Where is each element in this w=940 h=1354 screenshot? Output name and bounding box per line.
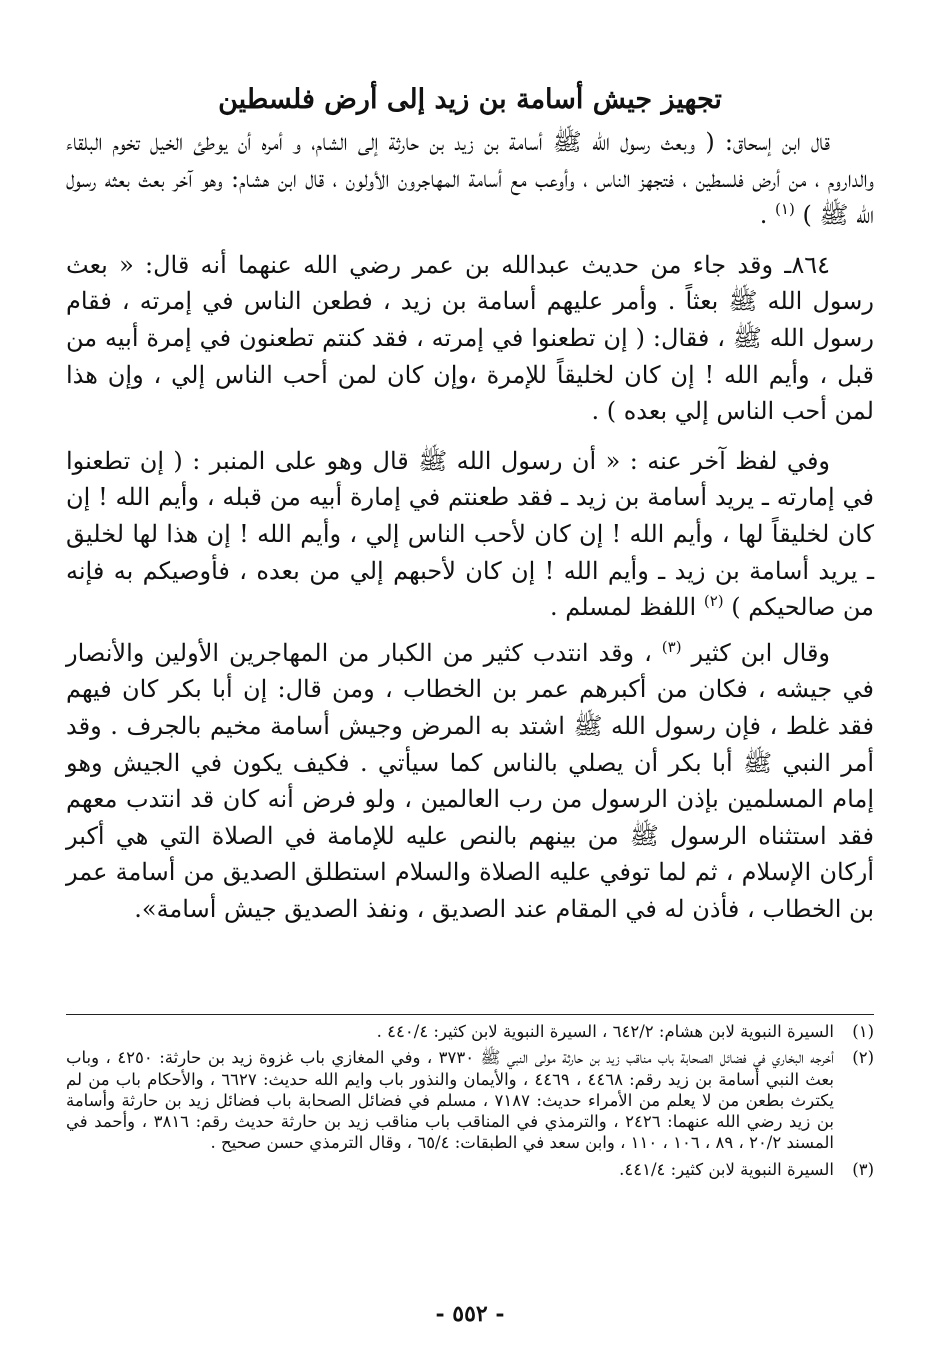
paragraph-3 [66, 443, 874, 626]
paragraph-4-text: ، وقد انتدب كثير من الكبار من المهاجرين الأولين والأنصار في جيشه ، فكان من أكبرهم عمر بن الخطاب ، ومن قال: إن أبا بكر كان فيهم فقد غلط ، فإن رسول الله ﷺ اشتد به المرض وجيش أسامة مخيم بالجرف . وقد أمر النبي ﷺ أبا بكر أن يصلي بالناس كما سيأتي . فكيف يكون في الجيش وهو إمام المسلمين بإذن الرسول من رب العالمين ، ولو فرض أنه كان قد انتدب معهم فقد استثناه الرسول ﷺ من بينهم بالنص عليه للإمامة في الصلاة التي هي أكبر أركان الإسلام ، ثم لما توفي عليه الصلاة والسلام استطلق الصديق من أسامة عمر بن الخطاب ، فأذن له في المقام عند الصديق ، ونفذ الصديق جيش أسامة». [66, 638, 874, 923]
footnote-3 [66, 1159, 874, 1180]
page-title: تجهيز جيش أسامة بن زيد إلى أرض فلسطين [218, 84, 722, 115]
footnote-ref-2: (٢) [703, 592, 724, 611]
footnote-2-number: (٢) [852, 1048, 875, 1068]
footnote-3-text: السيرة النبوية لابن كثير: ٤٤١/٤. [619, 1159, 834, 1179]
footnote-3-number: (٣) [852, 1159, 874, 1179]
paragraph-3-text: وفي لفظ آخر عنه : « أن رسول الله ﷺ قال وهو على المنبر : ( إن تطعنوا في إمارته ـ يريد أسامة بن زيد ـ فقد طعنتم في إمارة أبيه من قبله ، وأيم الله ! إن كان لخليقاً لها ، وأيم الله ! إن كان لأحب الناس إلي ، وأيم الله ! إن هذا لها لخليق ـ يريد أسامة بن زيد ـ وأيم الله ! إن كان لأحبهم إلي من بعده ، فأوصيكم به فإنه من صالحيكم ) [66, 446, 875, 622]
page-body [66, 80, 874, 940]
paragraph-3-tail: اللفظ لمسلم . [549, 593, 697, 622]
footnote-1-text: السيرة النبوية لابن هشام: ٦٤٢/٢ ، السيرة النبوية لابن كثير: ٤٤٠/٤ . [376, 1022, 834, 1041]
paragraph-4-lead: وقال ابن كثير [691, 638, 831, 667]
footnote-ref-3: (٣) [661, 637, 682, 656]
footnote-2-text: أخرجه البخاري في فضائل الصحابة باب مناقب زيد بن حارثة مولى النبي ﷺ ٣٧٣٠ ، وفي المغازي باب غزوة زيد بن حارثة: ٤٢٥٠ ، وباب بعث النبي أسامة بن زيد رقم: ٤٤٦٨ ، ٤٤٦٩ ، والأيمان والنذور باب وايم الله حديث: ٦٦٢٧ ، والأحكام باب من لم يكترث بطعن من لا يعلم من الأمراء حديث: ٧١٨٧ ، مسلم في فضائل الصحابة باب فضائل زيد بن حارثة وأسامة بن زيد رضي الله عنهما: ٢٤٢٦ ، والترمذي في المناقب باب مناقب زيد بن حارثة حديث رقم: ٣٨١٦ ، وأحمد في المسند ٢٠/٢ ، ٨٩ ، ١٠٦ ، ١١٠ ، وابن سعد في الطبقات: ٦٥/٤ ، وقال الترمذي حسن صحيح . [66, 1048, 835, 1153]
paragraph-1 [66, 124, 874, 234]
paragraph-2: ٨٦٤ـ وقد جاء من حديث عبدالله بن عمر رضي الله عنهما أنه قال: « بعث رسول الله ﷺ بعثاً . وأمر عليهم أسامة بن زيد ، فطعن الناس في إمرته ، فقام رسول الله ﷺ ، فقال: ( إن تطعنوا في إمرته ، فقد كنتم تطعنون في إمرة أبيه من قبل ، وأيم الله ! إن كان لخليقاً للإمرة ،وإن كان لمن أحب الناس إلي ، وإن هذا لمن أحب الناس إلي بعده ) . [66, 250, 874, 426]
paragraph-1-text: قال ابن إسحاق: ( وبعث رسول الله ﷺ أسامة بن زيد بن حارثة إلى الشام، و أمره أن يوطئ الخيل تخوم البلقاء والداروم ، من أرض فلسطين ، فتجهز الناس ، وأوعب مع أسامة المهاجرون الأولون ، قال ابن هشام: وهو آخر بعث بعثه رسول الله ﷺ ) [66, 128, 875, 230]
footnote-1 [66, 1021, 874, 1042]
footnote-2 [66, 1047, 874, 1153]
page-number: - ٥٥٢ - [435, 1301, 505, 1327]
paragraph-1-tail: . [759, 201, 768, 230]
footnotes [66, 1021, 874, 1185]
footnote-1-number: (١) [852, 1022, 874, 1041]
footnote-separator [66, 1014, 874, 1015]
footnote-ref-1: (١) [775, 200, 795, 219]
paragraph-4 [66, 635, 874, 928]
